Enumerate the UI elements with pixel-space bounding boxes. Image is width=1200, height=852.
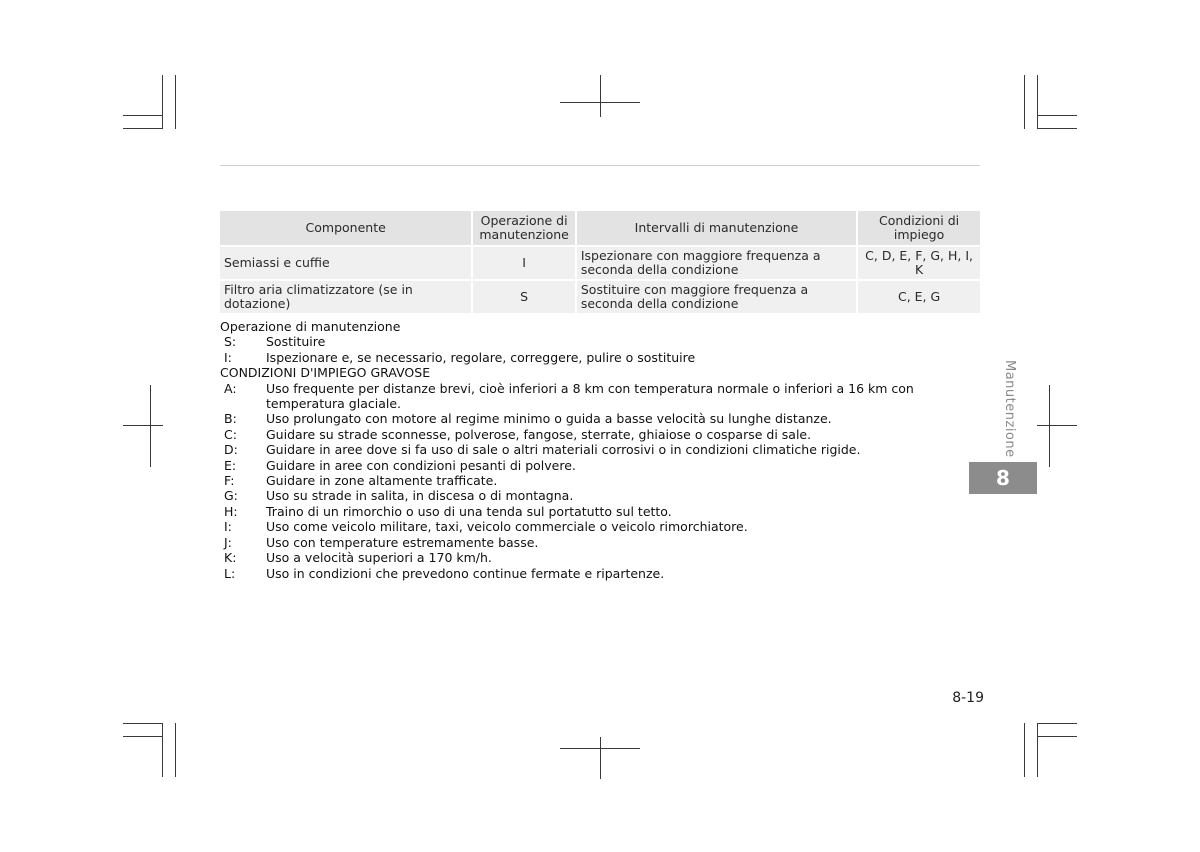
condition-code: C: xyxy=(224,426,237,442)
condition-text: Uso frequente per distanze brevi, cioè inferiori a 8 km con temperatura normale o inferiori a 16 km con temperatura glaciale. xyxy=(266,380,914,412)
condition-code: G: xyxy=(224,488,238,504)
legend-text: Sostituire xyxy=(266,334,326,350)
crop-mark xyxy=(175,75,176,129)
condition-item xyxy=(220,566,980,581)
registration-mark xyxy=(1049,385,1050,467)
condition-item xyxy=(220,427,980,442)
table-header-row xyxy=(220,211,980,247)
condition-code: A: xyxy=(224,380,237,396)
registration-mark xyxy=(560,748,640,749)
cell-operation: I xyxy=(473,247,576,281)
registration-mark xyxy=(123,425,163,426)
crop-mark xyxy=(1037,723,1077,724)
condition-item xyxy=(220,488,980,503)
condition-text: Guidare in aree dove si fa uso di sale o altri materiali corrosivi o in condizioni climatiche rigide. xyxy=(266,442,861,458)
cell-operation: S xyxy=(473,281,576,315)
table-row xyxy=(220,247,980,281)
page-number: 8-19 xyxy=(952,690,984,706)
operations-title: Operazione di manutenzione xyxy=(220,319,401,334)
header-rule xyxy=(220,165,980,166)
crop-mark xyxy=(162,75,163,129)
legend-code: S: xyxy=(224,334,237,350)
cell-component: Semiassi e cuffie xyxy=(220,247,473,281)
condition-code: J: xyxy=(224,534,232,550)
condition-text: Guidare in zone altamente trafficate. xyxy=(266,473,498,489)
condition-code: H: xyxy=(224,503,238,519)
cell-conditions: C, D, E, F, G, H, I, K xyxy=(858,247,980,281)
condition-text: Traino di un rimorchio o uso di una tenda sul portatutto sul tetto. xyxy=(266,503,672,519)
legend-code: I: xyxy=(224,349,232,365)
crop-mark xyxy=(175,723,176,777)
condition-text: Uso prolungato con motore al regime minimo o guida a basse velocità su lunghe distanze. xyxy=(266,411,832,427)
header-component: Componente xyxy=(220,211,473,247)
crop-mark xyxy=(1037,736,1077,737)
condition-item xyxy=(220,381,980,412)
registration-mark xyxy=(1037,425,1077,426)
condition-text: Guidare in aree con condizioni pesanti di polvere. xyxy=(266,457,576,473)
registration-mark xyxy=(600,737,601,779)
condition-code: K: xyxy=(224,550,237,566)
cell-conditions: C, E, G xyxy=(858,281,980,315)
condition-text: Uso su strade in salita, in discesa o di montagna. xyxy=(266,488,574,504)
condition-code: D: xyxy=(224,442,238,458)
crop-mark xyxy=(123,128,163,129)
legend-text: Ispezionare e, se necessario, regolare, correggere, pulire o sostituire xyxy=(266,349,696,365)
crop-mark xyxy=(1037,723,1038,777)
crop-mark xyxy=(1037,75,1038,129)
condition-item xyxy=(220,535,980,550)
header-conditions: Condizioni di impiego xyxy=(858,211,980,247)
crop-mark xyxy=(1037,115,1077,116)
crop-mark xyxy=(123,723,163,724)
maintenance-table xyxy=(220,211,980,315)
section-label: Manutenzione xyxy=(1002,360,1017,458)
crop-mark xyxy=(123,115,163,116)
header-interval: Intervalli di manutenzione xyxy=(577,211,858,247)
crop-mark xyxy=(1024,723,1025,777)
registration-mark xyxy=(560,102,640,103)
condition-item xyxy=(220,442,980,457)
table-row xyxy=(220,281,980,315)
condition-text: Uso come veicolo militare, taxi, veicolo commerciale o veicolo rimorchiatore. xyxy=(266,519,748,535)
condition-item xyxy=(220,519,980,534)
condition-text: Guidare su strade sconnesse, polverose, fangose, sterrate, ghiaiose o cosparse di sale. xyxy=(266,426,812,442)
condition-item xyxy=(220,458,980,473)
condition-code: I: xyxy=(224,519,232,535)
condition-item xyxy=(220,411,980,426)
condition-text: Uso in condizioni che prevedono continue fermate e ripartenze. xyxy=(266,565,665,581)
condition-code: B: xyxy=(224,411,237,427)
crop-mark xyxy=(1024,75,1025,129)
registration-mark xyxy=(600,75,601,117)
condition-text: Uso con temperature estremamente basse. xyxy=(266,534,539,550)
condition-item xyxy=(220,550,980,565)
condition-text: Uso a velocità superiori a 170 km/h. xyxy=(266,550,492,566)
crop-mark xyxy=(162,723,163,777)
cell-component: Filtro aria climatizzatore (se in dotazione) xyxy=(220,281,473,315)
conditions-title: CONDIZIONI D'IMPIEGO GRAVOSE xyxy=(220,365,431,381)
cell-interval: Sostituire con maggiore frequenza a seconda della condizione xyxy=(577,281,858,315)
legend-item xyxy=(220,334,980,349)
condition-item xyxy=(220,473,980,488)
cell-interval: Ispezionare con maggiore frequenza a seconda della condizione xyxy=(577,247,858,281)
condition-item xyxy=(220,504,980,519)
crop-mark xyxy=(1037,128,1077,129)
condition-code: F: xyxy=(224,473,235,489)
header-operation: Operazione di manutenzione xyxy=(473,211,576,247)
legend-notes xyxy=(220,319,980,581)
crop-mark xyxy=(123,736,163,737)
condition-code: E: xyxy=(224,457,237,473)
condition-code: L: xyxy=(224,565,236,581)
legend-item xyxy=(220,350,980,365)
chapter-tab: 8 xyxy=(969,462,1037,494)
registration-mark xyxy=(150,385,151,467)
